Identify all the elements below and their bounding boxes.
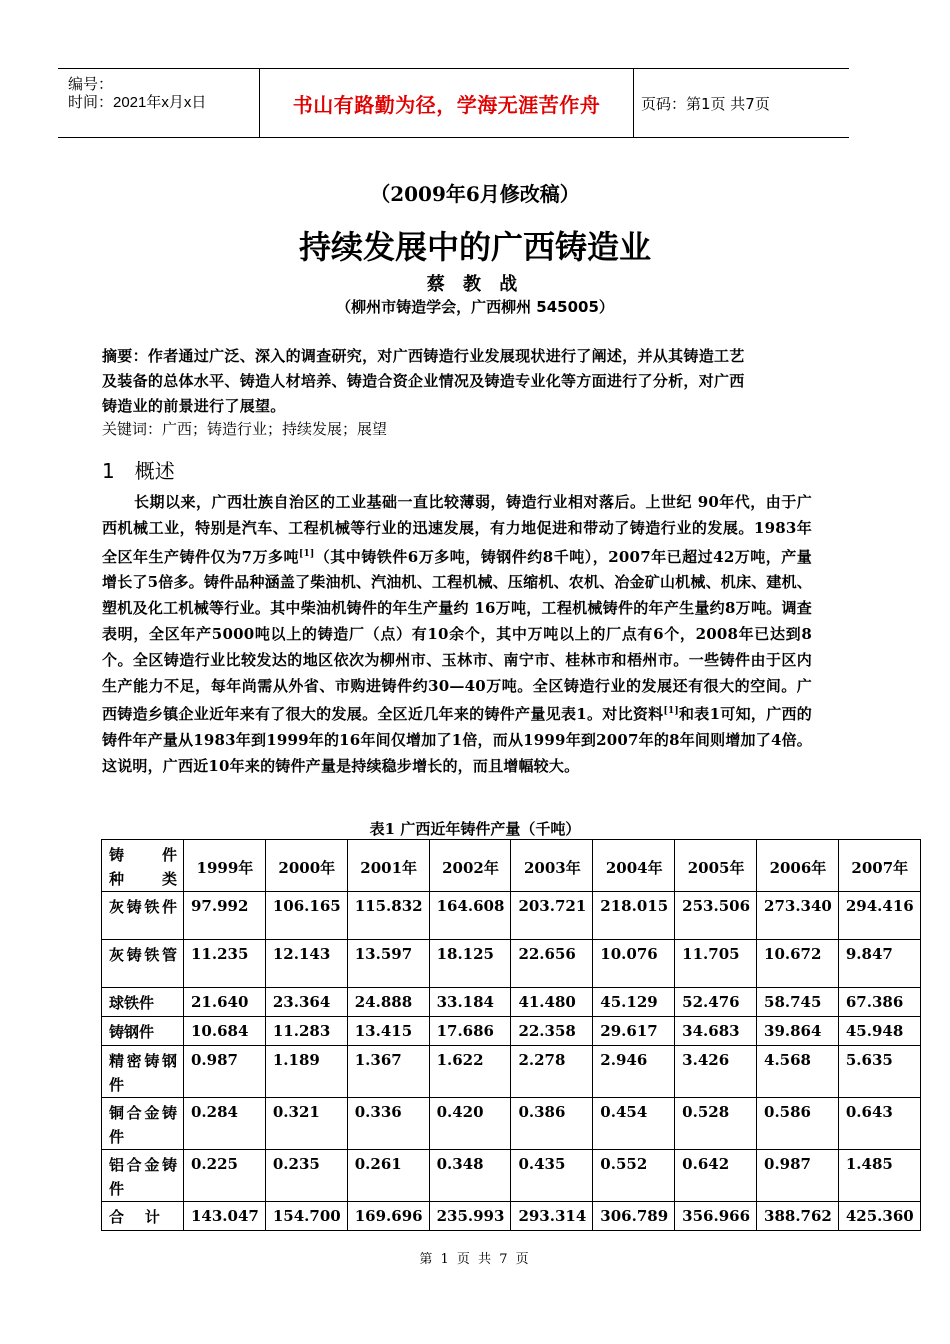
page-header <box>58 68 849 138</box>
table-cell: 21.640 <box>184 988 266 1017</box>
table-cell: 253.506 <box>675 892 757 940</box>
table-cell: 11.235 <box>184 940 266 988</box>
header-meta <box>58 69 258 137</box>
table-cell: 0.261 <box>347 1150 429 1202</box>
table-cell: 0.643 <box>838 1098 920 1150</box>
row-label: 精密铸钢件 <box>102 1046 184 1098</box>
table-cell: 17.686 <box>429 1017 511 1046</box>
year-header: 2005年 <box>675 840 757 892</box>
table-cell: 425.360 <box>838 1202 920 1231</box>
row-label: 铜合金铸件 <box>102 1098 184 1150</box>
reference-marker: [1] <box>299 548 315 559</box>
table-cell: 1.622 <box>429 1046 511 1098</box>
table-cell: 0.435 <box>511 1150 593 1202</box>
table-cell: 1.189 <box>265 1046 347 1098</box>
table-cell: 169.696 <box>347 1202 429 1231</box>
doc-number-label: 编号： <box>68 76 114 93</box>
table-cell: 235.993 <box>429 1202 511 1231</box>
table-row <box>102 1017 921 1046</box>
table-cell: 45.948 <box>838 1017 920 1046</box>
table-cell: 0.284 <box>184 1098 266 1150</box>
paragraph-text: （其中铸铁件6万多吨，铸钢件约8千吨），2007年已超过42万吨，产量增长了5倍多。铸件品种涵盖了柴油机、汽油机、工程机械、压缩机、农机、冶金矿山机械、机床、建机、塑机及化工机械等行业。其中柴油机铸件的年生产量约 16万吨，工程机械铸件的年产生量约8万吨。调查表明，全区年产5000吨以上的铸造厂（点）有10余个，其中万吨以上的厂点有6个，2008年已达到8个。全区铸造行业比较发达的地区依次为柳州市、玉林市、南宁市、桂林市和梧州市。一些铸件由于区内生产能力不足，每年尚需从外省、市购进铸件约30—40万吨。全区铸造行业的发展还有很大的空间。广西铸造乡镇企业近年来有了很大的发展。全区近几年来的铸件产量见表1。对比资料 <box>102 547 812 724</box>
table-cell: 11.705 <box>675 940 757 988</box>
row-label: 合 计 <box>102 1202 184 1231</box>
table-row <box>102 1098 921 1150</box>
table-cell: 33.184 <box>429 988 511 1017</box>
table-corner-cell <box>102 840 184 892</box>
table-caption: 表1 广西近年铸件产量（千吨） <box>369 820 581 838</box>
table-cell: 0.235 <box>265 1150 347 1202</box>
table-cell: 0.420 <box>429 1098 511 1150</box>
table-cell: 0.321 <box>265 1098 347 1150</box>
table-cell: 306.789 <box>593 1202 675 1231</box>
paper-title: 持续发展中的广西铸造业 <box>298 228 651 266</box>
table-cell: 4.568 <box>757 1046 839 1098</box>
table-cell: 10.076 <box>593 940 675 988</box>
table-cell: 29.617 <box>593 1017 675 1046</box>
header-motto-cell <box>259 69 634 137</box>
table-cell: 13.597 <box>347 940 429 988</box>
table-cell: 11.283 <box>265 1017 347 1046</box>
table-cell: 143.047 <box>184 1202 266 1231</box>
table-cell: 356.966 <box>675 1202 757 1231</box>
table-cell: 218.015 <box>593 892 675 940</box>
table-cell: 106.165 <box>265 892 347 940</box>
table-header-row <box>102 840 921 892</box>
table-cell: 10.672 <box>757 940 839 988</box>
table-cell: 41.480 <box>511 988 593 1017</box>
header-motto: 书山有路勤为径，学海无涯苦作舟 <box>292 92 601 117</box>
table-row <box>102 940 921 988</box>
table-row <box>102 892 921 940</box>
casting-output-table <box>101 839 921 1231</box>
table-cell: 154.700 <box>265 1202 347 1231</box>
table-cell: 22.656 <box>511 940 593 988</box>
table-cell: 2.946 <box>593 1046 675 1098</box>
table-cell: 22.358 <box>511 1017 593 1046</box>
revision-note: （2009年6月修改稿） <box>370 182 580 206</box>
year-header: 1999年 <box>184 840 266 892</box>
year-header: 2002年 <box>429 840 511 892</box>
table-cell: 10.684 <box>184 1017 266 1046</box>
corner-line: 种 类 <box>109 870 177 888</box>
table-cell: 5.635 <box>838 1046 920 1098</box>
table-cell: 0.386 <box>511 1098 593 1150</box>
table-cell: 97.992 <box>184 892 266 940</box>
table-cell: 3.426 <box>675 1046 757 1098</box>
table-cell: 13.415 <box>347 1017 429 1046</box>
abstract-line: 及装备的总体水平、铸造人材培养、铸造合资企业情况及铸造专业化等方面进行了分析，对广西 <box>102 372 745 390</box>
year-header: 2004年 <box>593 840 675 892</box>
table-cell: 0.225 <box>184 1150 266 1202</box>
table-cell: 0.336 <box>347 1098 429 1150</box>
table-cell: 12.143 <box>265 940 347 988</box>
table-cell: 18.125 <box>429 940 511 988</box>
row-label: 灰铸铁件 <box>102 892 184 940</box>
table-cell: 67.386 <box>838 988 920 1017</box>
table-cell: 2.278 <box>511 1046 593 1098</box>
body-paragraph <box>102 490 812 780</box>
paragraph-text: 长期以来，广西壮族自治区的工业基础一直比较薄弱，铸造行业相对落后。上世纪 90年代，由于广西机械工业，特别是汽车、工程机械等行业的迅速发展，有力地促进和带动了铸造行业的发展。1983年全区年生产铸件仅为7万多吨 <box>102 493 812 566</box>
table-cell: 39.864 <box>757 1017 839 1046</box>
doc-time-label: 时间：2021年x月x日 <box>68 94 207 111</box>
abstract <box>102 344 814 419</box>
table-cell: 115.832 <box>347 892 429 940</box>
table-cell: 0.348 <box>429 1150 511 1202</box>
paragraph-text: 和表1可知，广西的铸件年产量从1983年到1999年的16年间仅增加了1倍，而从1999年到2007年的8年间则增加了4倍。这说明，广西近10年来的铸件产量是持续稳步增长的，而且增幅较大。 <box>102 705 812 775</box>
table-cell: 1.367 <box>347 1046 429 1098</box>
table-cell: 0.987 <box>184 1046 266 1098</box>
table-cell: 293.314 <box>511 1202 593 1231</box>
table-cell: 0.586 <box>757 1098 839 1150</box>
year-header: 2006年 <box>757 840 839 892</box>
year-header: 2000年 <box>265 840 347 892</box>
header-page-code: 页码：第1页 共7页 <box>641 94 770 113</box>
table-cell: 9.847 <box>838 940 920 988</box>
abstract-line: 摘要：作者通过广泛、深入的调查研究，对广西铸造行业发展现状进行了阐述，并从其铸造工艺 <box>102 347 745 365</box>
table-cell: 294.416 <box>838 892 920 940</box>
row-label: 灰铸铁管 <box>102 940 184 988</box>
section-title: 概述 <box>134 459 175 483</box>
table-cell: 23.364 <box>265 988 347 1017</box>
abstract-line: 铸造业的前景进行了展望。 <box>102 397 286 415</box>
corner-line: 铸 件 <box>109 846 177 864</box>
year-header: 2001年 <box>347 840 429 892</box>
paper-author: 蔡 教 战 <box>426 274 524 295</box>
section-number: 1 <box>102 459 115 483</box>
header-page-cell <box>633 69 849 137</box>
section-heading <box>102 455 175 484</box>
table-row <box>102 988 921 1017</box>
table-cell: 58.745 <box>757 988 839 1017</box>
reference-marker: [1] <box>663 706 679 717</box>
table-cell: 45.129 <box>593 988 675 1017</box>
row-label: 铝合金铸件 <box>102 1150 184 1202</box>
table-cell: 0.987 <box>757 1150 839 1202</box>
year-header: 2003年 <box>511 840 593 892</box>
table-cell: 34.683 <box>675 1017 757 1046</box>
page-footer: 第 1 页 共 7 页 <box>419 1252 531 1267</box>
table-cell: 203.721 <box>511 892 593 940</box>
table-cell: 164.608 <box>429 892 511 940</box>
table-cell: 273.340 <box>757 892 839 940</box>
table-cell: 1.485 <box>838 1150 920 1202</box>
keywords: 关键词：广西；铸造行业；持续发展；展望 <box>102 420 388 438</box>
table-row <box>102 1046 921 1098</box>
table-cell: 0.528 <box>675 1098 757 1150</box>
row-label: 球铁件 <box>102 988 184 1017</box>
table-cell: 0.642 <box>675 1150 757 1202</box>
table-row <box>102 1150 921 1202</box>
table-cell: 0.552 <box>593 1150 675 1202</box>
paper-affiliation: （柳州市铸造学会，广西柳州 545005） <box>336 298 614 316</box>
table-cell: 52.476 <box>675 988 757 1017</box>
table-cell: 0.454 <box>593 1098 675 1150</box>
table-cell: 24.888 <box>347 988 429 1017</box>
table-total-row <box>102 1202 921 1231</box>
year-header: 2007年 <box>838 840 920 892</box>
row-label: 铸钢件 <box>102 1017 184 1046</box>
table-cell: 388.762 <box>757 1202 839 1231</box>
